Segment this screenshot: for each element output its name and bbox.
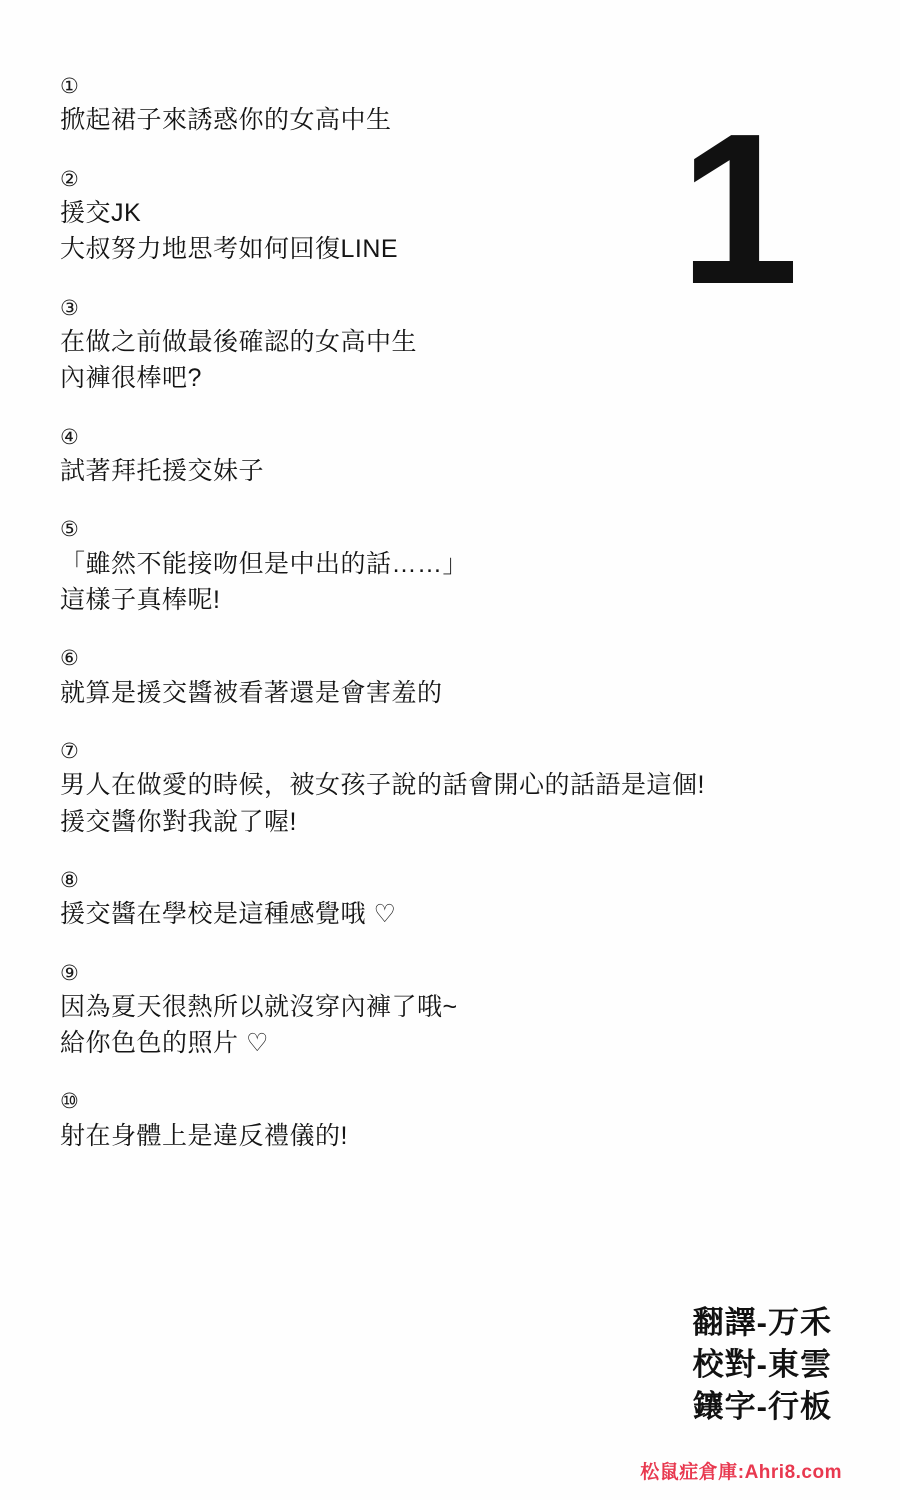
entry-marker: ⑦	[60, 739, 79, 763]
entry-line: 給你色色的照片 ♡	[60, 1029, 269, 1058]
list-item	[60, 165, 820, 268]
entry-line: 男人在做愛的時候，被女孩子說的話會開心的話語是這個!	[60, 771, 705, 800]
entry-line: 援交醬在學校是這種感覺哦 ♡	[60, 900, 397, 929]
entry-line: 在做之前做最後確認的女高中生	[60, 328, 418, 357]
list-item	[60, 737, 820, 840]
entry-marker: ⑤	[60, 518, 79, 542]
page-number: 1	[679, 88, 795, 329]
credit-typesetting: 鑲字-行板	[692, 1389, 832, 1425]
entry-line: 這樣子真棒呢!	[60, 585, 221, 614]
entry-line: 援交醬你對我說了喔!	[60, 807, 297, 836]
entry-marker: ⑩	[60, 1090, 79, 1114]
entry-marker: ⑥	[60, 647, 79, 671]
entry-line: 援交JK	[60, 199, 142, 228]
entry-marker: ②	[60, 167, 79, 191]
list-item	[60, 423, 820, 490]
entry-marker: ①	[60, 75, 79, 98]
credit-proofreading: 校對-東雲	[692, 1347, 832, 1383]
entry-line: 內褲很棒吧?	[60, 364, 202, 393]
watermark: 松鼠症倉庫:Ahri8.com	[640, 1462, 842, 1483]
entry-marker: ⑨	[60, 961, 79, 985]
entry-line: 因為夏天很熱所以就沒穿內褲了哦~	[60, 992, 458, 1021]
list-item	[60, 866, 820, 933]
list-item	[60, 294, 820, 397]
entry-line: 試著拜托援交妹子	[60, 457, 265, 485]
credits-block	[693, 1302, 832, 1428]
entry-line: 就算是援交醬被看著還是會害羞的	[60, 678, 443, 707]
list-item	[60, 515, 820, 618]
list-item	[60, 959, 820, 1062]
entry-line: 射在身體上是違反禮儀的!	[60, 1121, 348, 1150]
entry-marker: ⑧	[60, 868, 79, 892]
entry-line: 掀起裙子來誘惑你的女高中生	[60, 106, 392, 135]
credit-translation: 翻譯-万禾	[692, 1305, 832, 1341]
list-item	[60, 1087, 820, 1154]
entry-marker: ③	[60, 296, 79, 320]
entry-line: 大叔努力地思考如何回復LINE	[60, 235, 399, 264]
entry-list	[60, 72, 820, 1180]
entry-line: 「雖然不能接吻但是中出的話……」	[60, 549, 469, 578]
list-item	[60, 644, 820, 711]
list-item	[60, 72, 820, 139]
entry-marker: ④	[60, 425, 79, 449]
